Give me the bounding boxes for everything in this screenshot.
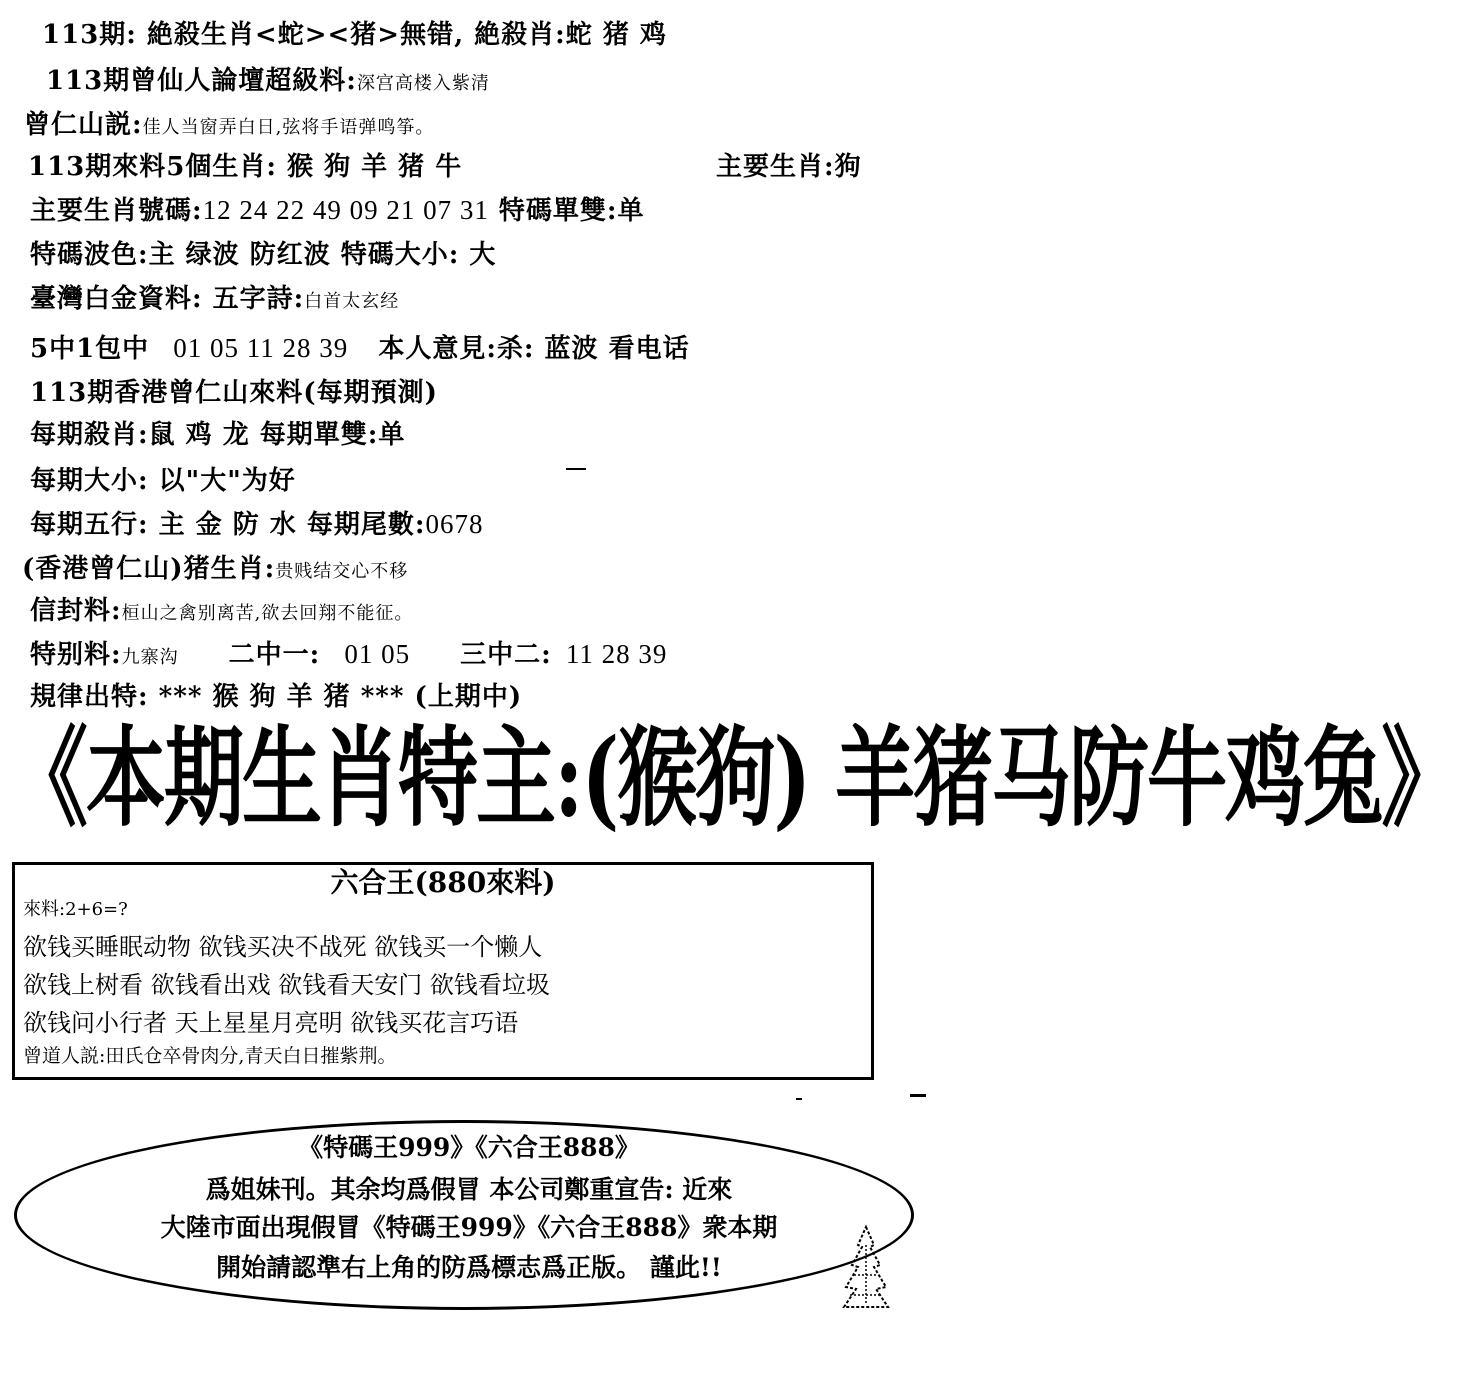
line-8-numbers: 01 05 11 28 39: [173, 333, 349, 363]
notice-line-4: 開始請認準右上角的防爲標志爲正版。 謹此!!: [216, 1253, 722, 1282]
stray-mark-2: [796, 1098, 802, 1100]
line-5-numbers: 12 24 22 49 09 21 07 31: [202, 195, 489, 225]
notice-line-3: 大陸市面出現假冒《特碼王999》《六合王888》衆本期: [160, 1213, 778, 1242]
anti-counterfeit-stamp-icon: [836, 1225, 896, 1310]
line-9: 113期香港曾仁山來料(每期預測): [30, 378, 438, 408]
box-line-5: 曾道人説:田氏仓卒骨肉分,青天白日摧紫荆。: [23, 1045, 397, 1067]
line-3-text: 佳人当窗弄白日,弦将手语弹鸣筝。: [142, 117, 435, 138]
line-13-heading: (香港曾仁山)猪生肖:: [22, 554, 276, 584]
line-10: 每期殺肖:鼠 鸡 龙 每期單雙:单: [30, 420, 406, 450]
line-15-heading: 特别料:: [30, 640, 122, 670]
line-15-numbers-b: 11 28 39: [565, 639, 668, 669]
line-12-tail-numbers: 0678: [425, 509, 484, 539]
line-14: [30, 590, 413, 627]
stray-dash: [566, 468, 586, 470]
box-line-2: 欲钱买睡眠动物 欲钱买决不战死 欲钱买一个懒人: [23, 933, 543, 961]
line-3: [24, 104, 434, 141]
box-title: 六合王(880來料): [330, 866, 556, 899]
line-7-text: 白首太玄经: [304, 291, 400, 312]
line-15-text: 九寨沟: [121, 647, 179, 668]
line-6: 特碼波色:主 绿波 防红波 特碼大小: 大: [30, 240, 497, 270]
line-8: [30, 328, 690, 365]
line-7-heading: 臺灣白金資料: 五字詩:: [30, 284, 305, 314]
stray-mark: [910, 1094, 926, 1097]
box-line-4: 欲钱问小行者 天上星星月亮明 欲钱买花言巧语: [23, 1009, 519, 1037]
line-4-right: 主要生肖:狗: [716, 152, 862, 182]
box-line-1: 來料:2+6=?: [23, 899, 128, 920]
line-13: [22, 548, 408, 585]
line-5-odd-even: 特碼單雙:单: [498, 196, 645, 226]
line-13-text: 贵贱结交心不移: [275, 561, 409, 582]
line-5-heading: 主要生肖號碼:: [30, 196, 203, 226]
line-15-two-of-one: 二中一:: [228, 640, 321, 670]
box-line-3: 欲钱上树看 欲钱看出戏 欲钱看天安门 欲钱看垃圾: [23, 971, 550, 999]
line-14-heading: 信封料:: [30, 596, 122, 626]
notice-line-1: 《特碼王999》《六合王888》: [298, 1133, 640, 1162]
line-2-text: 深宫高楼入紫清: [356, 73, 490, 94]
liuhe-king-box: [12, 862, 874, 1080]
line-2-heading: 113期曾仙人論壇超級料:: [46, 66, 357, 96]
line-15: [30, 634, 667, 671]
line-8-opinion: 本人意見:杀: 蓝波 看电话: [378, 334, 690, 364]
line-4: 113期來料5個生肖: 猴 狗 羊 猪 牛: [28, 152, 463, 182]
line-12: [30, 504, 483, 541]
line-15-three-of-two: 三中二:: [460, 640, 552, 670]
line-7: [30, 278, 399, 315]
line-16: 規律出特: *** 猴 狗 羊 猪 *** (上期中): [30, 682, 523, 712]
line-12-heading: 每期五行: 主 金 防 水 每期尾數:: [30, 510, 426, 540]
line-14-text: 桓山之禽别离苦,欲去回翔不能征。: [121, 603, 414, 624]
headline-banner: 《本期生肖特主:(猴狗) 羊猪马防牛鸡兔》: [8, 714, 1459, 841]
line-3-heading: 曾仁山説:: [24, 110, 143, 140]
line-11: 每期大小: 以"大"为好: [30, 466, 296, 496]
line-8-heading: 5中1包中: [30, 334, 150, 364]
line-1: 113期: 絶殺生肖<蛇><猪>無错, 絶殺肖:蛇 猪 鸡: [42, 20, 667, 50]
line-15-numbers-a: 01 05: [344, 639, 411, 669]
line-5: [30, 190, 645, 227]
line-2: [46, 60, 490, 97]
notice-line-2: 爲姐妹刊。其余均爲假冒 本公司鄭重宣告: 近來: [205, 1175, 733, 1204]
